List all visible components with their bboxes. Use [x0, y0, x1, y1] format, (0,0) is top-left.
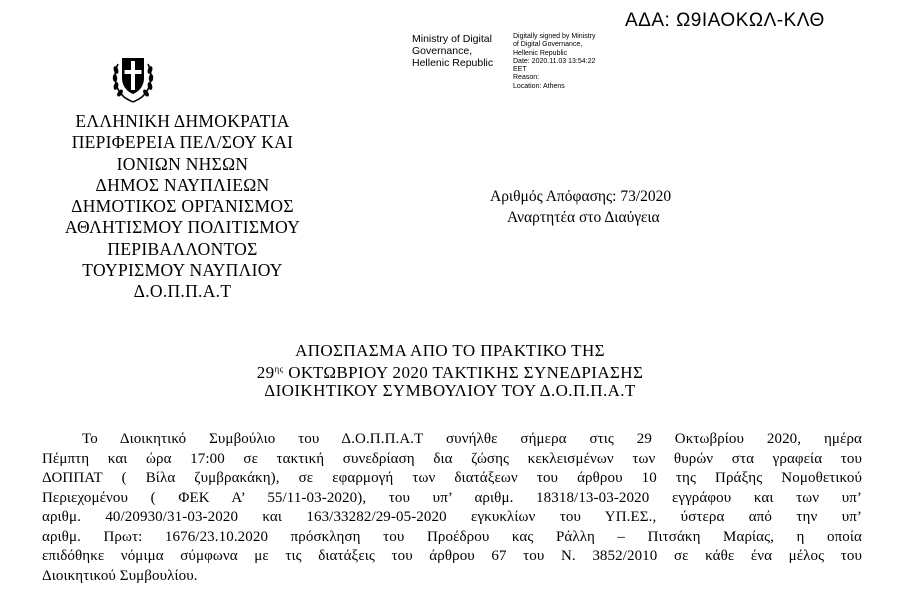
signature-line: EET [513, 66, 527, 74]
signature-line: Reason: [513, 74, 540, 82]
signature-line: Hellenic Republic [513, 49, 568, 57]
title-line: ΔΙΟΙΚΗΤΙΚΟΥ ΣΥΜΒΟΥΛΙΟΥ ΤΟΥ Δ.Ο.Π.Π.Α.Τ [264, 381, 636, 400]
paragraph-line: επιδόθηκε νόμιμα σύμφωνα με τις διατάξεις του άρθρου 67 του Ν. 3852/2010 σε κάθε ένα μέλος του [42, 548, 862, 564]
paragraph-line: αριθμ. Πρωτ: 1676/23.10.2020 πρόσκληση του Προέδρου κας Ράλλη – Πιτσάκη Μαρίας, η οποία [42, 528, 862, 545]
signer-line: Ministry of Digital [412, 33, 492, 45]
greek-coat-of-arms-icon [110, 50, 156, 109]
paragraph-line: Το Διοικητικό Συμβούλιο του Δ.Ο.Π.Π.Α.Τ συνήλθε σήμερα στις 29 Οκτωβρίου 2020, ημέρα [82, 431, 862, 447]
signature-line: of Digital Governance, [513, 41, 583, 49]
ada-code: ΑΔΑ: Ω9ΙΑΟΚΩΛ-ΚΛΘ [625, 10, 825, 31]
signature-line: Digitally signed by Ministry [513, 33, 596, 40]
title-day: 29 [256, 363, 275, 382]
authority-line: ΕΛΛΗΝΙΚΗ ΔΗΜΟΚΡΑΤΙΑ [75, 111, 290, 131]
issuing-authority [40, 111, 325, 303]
signature-line: Date: 2020.11.03 13:54:22 [513, 57, 596, 65]
authority-line: ΔΗΜΟΤΙΚΟΣ ΟΡΓΑΝΙΣΜΟΣ [71, 196, 294, 217]
title-meeting: ΟΚΤΩΒΡΙΟΥ 2020 ΤΑΚΤΙΚΗΣ ΣΥΝΕΔΡΙΑΣΗΣ [283, 363, 644, 382]
title-line: ΑΠΟΣΠΑΣΜΑ ΑΠΟ ΤΟ ΠΡΑΚΤΙΚΟ ΤΗΣ [295, 341, 605, 360]
paragraph-line: ΔΟΠΠΑΤ ( Βίλα ζυμβρακάκη), σε εφαρμογή των διατάξεων του άρθρου 10 της Πράξης Νομοθετικού [42, 470, 862, 486]
authority-line: ΤΟΥΡΙΣΜΟΥ ΝΑΥΠΛΙΟΥ [82, 260, 283, 281]
title-line [0, 360, 900, 382]
decision-number: Αριθμός Απόφασης: 73/2020 [490, 188, 672, 205]
signer-line: Hellenic Republic [412, 57, 494, 69]
authority-line: ΙΟΝΙΩΝ ΝΗΣΩΝ [116, 153, 249, 174]
authority-line: ΠΕΡΙΒΑΛΛΟΝΤΟΣ [107, 238, 258, 259]
signer-line: Governance, [412, 45, 473, 57]
posting-note: Αναρτητέα στο Διαύγεια [507, 209, 660, 226]
digital-signature-block [513, 33, 595, 91]
authority-line: Δ.Ο.Π.Π.Α.Τ [133, 281, 232, 302]
title-day-suffix: ης [274, 364, 284, 374]
paragraph-line: αριθμ. 40/20930/31-03-2020 και 163/33282/29-05-2020 εγκυκλίων του ΥΠ.ΕΣ., ύστερα από την υπ’ [42, 509, 862, 525]
decision-info [490, 186, 671, 228]
authority-line: ΔΗΜΟΣ ΝΑΥΠΛΙΕΩΝ [95, 174, 270, 195]
authority-line: ΑΘΛΗΤΙΣΜΟΥ ΠΟΛΙΤΙΣΜΟΥ [64, 217, 301, 238]
document-title [0, 342, 900, 400]
paragraph-line: Διοικητικού Συμβουλίου. [42, 567, 198, 584]
signature-line: Location: Athens [513, 82, 565, 90]
paragraph-line: Πέμπτη και ώρα 17:00 σε τακτική συνεδρίαση δια ζώσης κεκλεισμένων των θυρών στα γραφεία του [42, 450, 862, 467]
signer-name [412, 33, 493, 69]
authority-line: ΠΕΡΙΦΕΡΕΙΑ ΠΕΛ/ΣΟΥ ΚΑΙ [71, 132, 294, 153]
body-paragraph [42, 430, 862, 586]
paragraph-line: Περιεχομένου ( ΦΕΚ Α’ 55/11-03-2020), του υπ’ αριθμ. 18318/13-03-2020 εγγράφου και των υπ’ [42, 489, 862, 506]
